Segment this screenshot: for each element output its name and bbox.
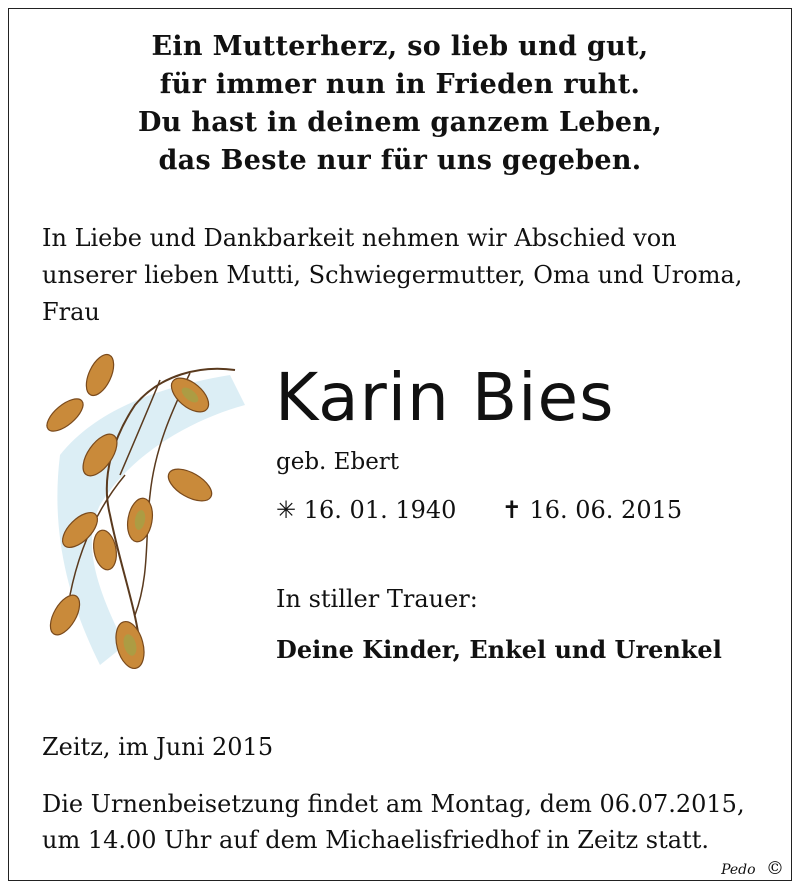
funeral-line: um 14.00 Uhr auf dem Michaelisfriedhof in Zeitz statt.: [42, 826, 709, 854]
intro-line: In Liebe und Dankbarkeit nehmen wir Abschied von: [42, 224, 677, 252]
funeral-info: [42, 786, 745, 858]
poem-line: Du hast in deinem ganzem Leben,: [137, 107, 663, 138]
mourners: Deine Kinder, Enkel und Urenkel: [276, 635, 722, 664]
leaf-branch-illustration: [40, 345, 265, 690]
birth-star-icon: ✳: [276, 496, 297, 524]
intro-line: unserer lieben Mutti, Schwiegermutter, Oma und Uroma,: [42, 261, 743, 289]
death-date: 16. 06. 2015: [529, 496, 683, 524]
mourning-label: In stiller Trauer:: [276, 585, 478, 613]
place-and-date: Zeitz, im Juni 2015: [42, 733, 274, 761]
deceased-name: Karin Bies: [275, 359, 615, 436]
intro-text: [42, 220, 772, 331]
footer: [721, 858, 784, 879]
copyright-icon: ©: [766, 858, 784, 879]
intro-line: Frau: [42, 298, 100, 326]
poem-line: das Beste nur für uns gegeben.: [158, 145, 642, 176]
life-dates: [276, 494, 682, 526]
birth-date: 16. 01. 1940: [303, 496, 457, 524]
poem: [0, 28, 800, 180]
designer-signature: Pedo: [721, 862, 756, 878]
death-cross-icon: ✝: [501, 496, 522, 524]
poem-line: Ein Mutterherz, so lieb und gut,: [151, 31, 649, 62]
birth-name: geb. Ebert: [276, 449, 400, 475]
funeral-line: Die Urnenbeisetzung findet am Montag, dem 06.07.2015,: [42, 790, 745, 818]
poem-line: für immer nun in Frieden ruht.: [159, 69, 641, 100]
